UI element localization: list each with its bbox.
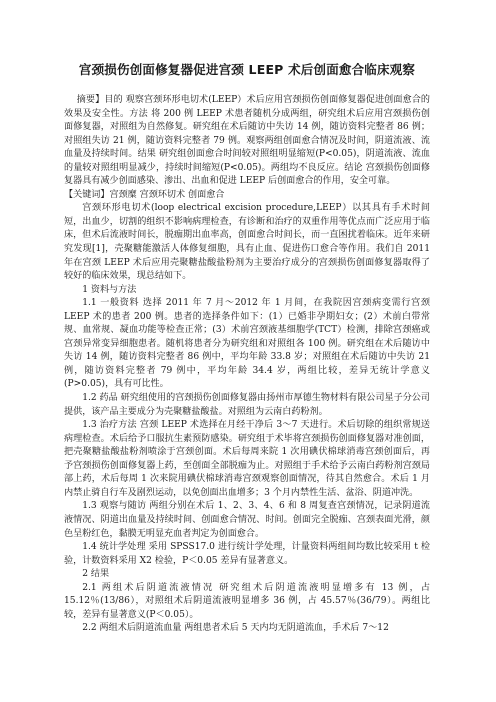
intro-paragraph: 宫颈环形电切术(loop electrical excision procedure,LEEP）以其具有手术时间短，出血少，切割的组织不影响病理检查，有诊断和治疗的双重作用等优点而广泛应用于临床，但术后流液时间长，脱痂期出血率高，创面愈合时间长，而一直困扰着临床。近年来研究发现[1]，壳聚糖能激活人体修复细胞，具有止血、促进伤口愈合等作用。我们自 2011 年在宫颈 LEEP 术后应用壳聚糖盐酸盐粉剂为主要治疗成分的宫颈损伤创面修复器取得了较好的临床效果，现总结如下。 xyxy=(64,203,430,282)
document-body xyxy=(64,94,430,636)
section-heading-results: 2 结果 xyxy=(82,569,110,580)
results-bleeding-paragraph: 2.2 两组术后阴道流血量 两组患者术后 5 天内均无阴道流血，手术后 7～12 xyxy=(82,623,389,634)
keywords-paragraph: 【关键词】宫颈糜 宫颈环切术 创面愈合 xyxy=(64,189,225,200)
section-heading-methods: 1 资料与方法 xyxy=(82,284,137,295)
statistics-paragraph: 1.4 统计学处理 采用 SPSS17.0 进行统计学处理，计量资料两组间均数比较采用 t 检验，计数资料采用 X2 检验，P＜0.05 差异有显著意义。 xyxy=(64,542,430,566)
drug-paragraph: 1.2 药品 研究组使用的宫颈损伤创面修复器由扬州市厚德生物材料有限公司星子分公司提供，该产品主要成分为壳聚糖盐酸盐。对照组为云南白药粉剂。 xyxy=(64,393,430,417)
results-discharge-paragraph: 2.1 两组术后阴道流液情况 研究组术后阴道流液明显增多有 13 例，占 15.12％(13/86），对照组术后阴道流液明显增多 36 例，占 45.57％(36/79）。两组比较，差异有显著意义(P＜0.05）。 xyxy=(64,582,430,620)
document-title: 宫颈损伤创面修复器促进宫颈 LEEP 术后创面愈合临床观察 xyxy=(78,62,416,77)
followup-paragraph: 1.3 观察与随访 两组分别在术后 1、2、3、4、6 和 8 周复查宫颈情况，记录阴道流液情况、阴道出血量及持续时间、创面愈合情况、时间。创面完全脱痂、宫颈表面光滑，颜色呈粉红色，黏膜无明显充血者判定为创面愈合。 xyxy=(64,501,430,539)
general-data-paragraph: 1.1 一般资料 选择 2011 年 7 月～2012 年 1 月间，在我院因宫颈病变需行宫颈 LEEP 术的患者 200 例。患者的选择条件如下：(1）已婚非孕期妇女；(2）术前白带常规、血常规、凝血功能等检查正常；(3）术前宫颈液基细胞学(TCT）检测，排除宫颈癌或宫颈异常变异细胞患者。随机将患者分为研究组和对照组各 100 例。研究组在术后随访中失访 14 例，随访资料完整者 86 例中，平均年龄 33.8 岁；对照组在术后随访中失访 21 例，随访资料完整者 79 例中，平均年龄 34.4 岁，两组比较，差异无统计学意义(P>0.05)，具有可比性。 xyxy=(64,298,430,390)
treatment-paragraph: 1.3 治疗方法 宫颈 LEEP 术选择在月经干净后 3～7 天进行。术后切除的组织常规送病理检查。术后给予口服抗生素预防感染。研究组于术毕将宫颈损伤创面修复器对准创面，把壳聚糖盐酸盐粉剂喷涂于宫颈创面。术后每周来院 1 次用碘伏棉球消毒宫颈创面后，再予宫颈损伤创面修复器上药，至创面全部脱痂为止。对照组于手术给予云南白药粉剂宫颈局部上药，术后每周 1 次来院用碘伏棉球消毒宫颈观察创面情况，待其自然愈合。术后 1 月内禁止骑自行车及剧烈运动，以免创面出血增多；3 个月内禁性生活、盆浴、阴道冲洗。 xyxy=(64,420,430,498)
abstract-paragraph: 摘要】目的 观察宫颈环形电切术(LEEP）术后应用宫颈损伤创面修复器促进创面愈合的效果及安全性。方法 将 200 例 LEEP 术患者随机分成两组，研究组术后应用宫颈损伤创面修复器，对照组为自然修复。研究组在术后随访中失访 14 例，随访资料完整者 86 例；对照组失访 21 例，随访资料完整者 79 例。观察两组创面愈合情况及时间，阴道流液、流血量及持续时间。结果 研究组创面愈合时间较对照组明显缩短(P<0.05)，阴道流液、流血的量较对照组明显减少，持续时间缩短(P<0.05)。两组均不良反应。结论 宫颈损伤创面修复器具有减少创面感染、渗出、出血和促进 LEEP 后创面愈合的作用，安全可靠。 xyxy=(64,95,430,187)
